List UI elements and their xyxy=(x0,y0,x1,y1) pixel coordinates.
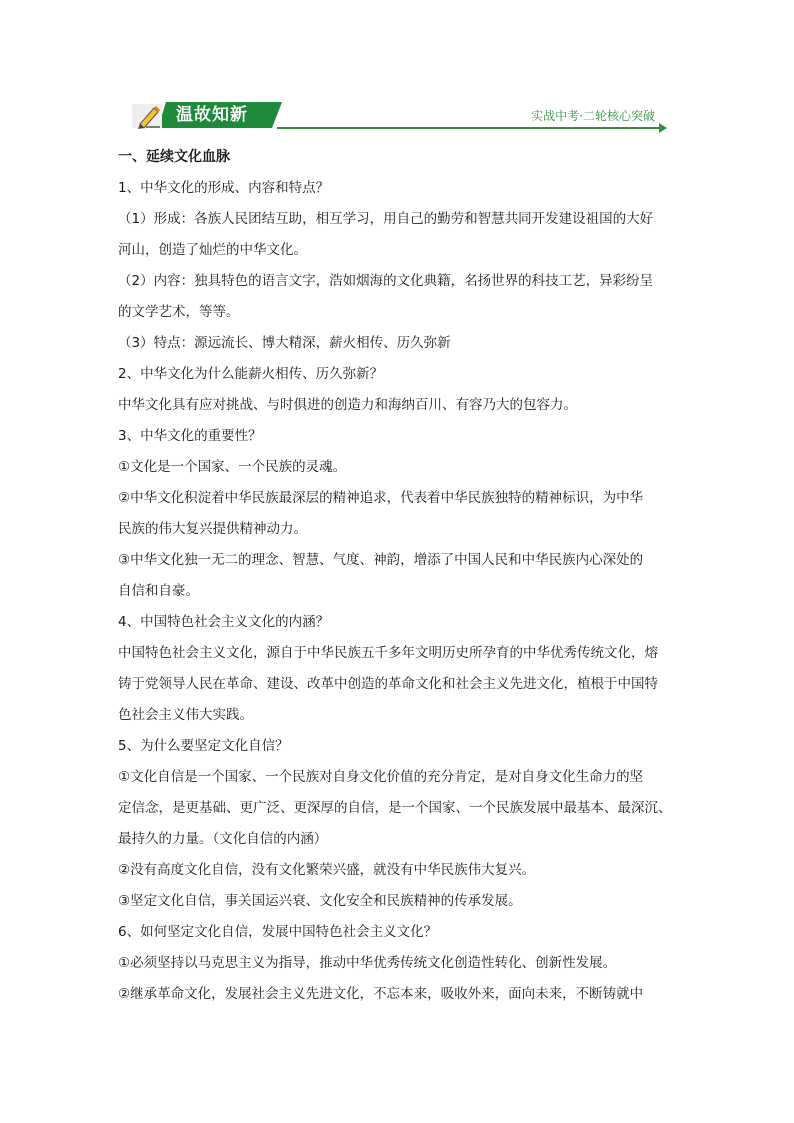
text-line: 中国特色社会主义文化，源自于中华民族五千多年文明历史所孕育的中华优秀传统文化，熔 xyxy=(118,645,658,661)
text-line: 6、如何坚定文化自信，发展中国特色社会主义文化？ xyxy=(118,924,438,940)
text-line: 铸于党领导人民在革命、建设、改革中创造的革命文化和社会主义先进文化，植根于中国特 xyxy=(118,676,658,692)
text-line: ②中华文化积淀着中华民族最深层的精神追求，代表着中华民族独特的精神标识，为中华 xyxy=(118,490,644,506)
text-line: 3、中华文化的重要性？ xyxy=(118,428,262,444)
section-header xyxy=(132,101,667,131)
text-line: 中华文化具有应对挑战、与时俱进的创造力和海纳百川、有容乃大的包容力。 xyxy=(118,397,577,413)
header-divider xyxy=(277,127,662,129)
text-line: 色社会主义伟大实践。 xyxy=(118,707,253,723)
header-badge xyxy=(132,101,282,129)
text-line: （1）形成：各族人民团结互助，相互学习，用自己的勤劳和智慧共同开发建设祖国的大好 xyxy=(118,211,654,227)
section-title: 一、延续文化血脉 xyxy=(118,149,230,165)
badge-title: 温故知新 xyxy=(176,105,248,125)
text-line: 河山，创造了灿烂的中华文化。 xyxy=(118,242,307,258)
text-line: ①文化是一个国家、一个民族的灵魂。 xyxy=(118,459,347,475)
text-line: 1、中华文化的形成、内容和特点？ xyxy=(118,180,330,196)
header-arrow-icon xyxy=(659,123,667,133)
text-line: 5、为什么要坚定文化自信？ xyxy=(118,738,289,754)
text-line: 2、中华文化为什么能薪火相传、历久弥新？ xyxy=(118,366,384,382)
text-line: （3）特点：源远流长、博大精深，薪火相传、历久弥新 xyxy=(118,335,451,351)
text-line: ②继承革命文化，发展社会主义先进文化，不忘本来，吸收外来，面向未来，不断铸就中 xyxy=(118,986,644,1002)
text-line: ③坚定文化自信，事关国运兴衰、文化安全和民族精神的传承发展。 xyxy=(118,893,522,909)
text-line: 自信和自豪。 xyxy=(118,583,199,599)
text-line: 的文学艺术，等等。 xyxy=(118,304,240,320)
text-line: ①必须坚持以马克思主义为指导，推动中华优秀传统文化创造性转化、创新性发展。 xyxy=(118,955,617,971)
text-line: 定信念，是更基础、更广泛、更深厚的自信，是一个国家、一个民族发展中最基本、最深沉、 xyxy=(118,800,672,816)
header-subtitle: 实战中考·二轮核心突破 xyxy=(531,109,655,123)
text-line: 民族的伟大复兴提供精神动力。 xyxy=(118,521,307,537)
text-line: （2）内容：独具特色的语言文字，浩如烟海的文化典籍，名扬世界的科技工艺，异彩纷呈 xyxy=(118,273,654,289)
document-body xyxy=(118,142,680,1010)
text-line: 最持久的力量。（文化自信的内涵） xyxy=(118,831,328,847)
text-line: ②没有高度文化自信，没有文化繁荣兴盛，就没有中华民族伟大复兴。 xyxy=(118,862,536,878)
text-line: ①文化自信是一个国家、一个民族对自身文化价值的充分肯定，是对自身文化生命力的坚 xyxy=(118,769,644,785)
text-line: ③中华文化独一无二的理念、智慧、气度、神韵，增添了中国人民和中华民族内心深处的 xyxy=(118,552,644,568)
text-line: 4、中国特色社会主义文化的内涵？ xyxy=(118,614,330,630)
